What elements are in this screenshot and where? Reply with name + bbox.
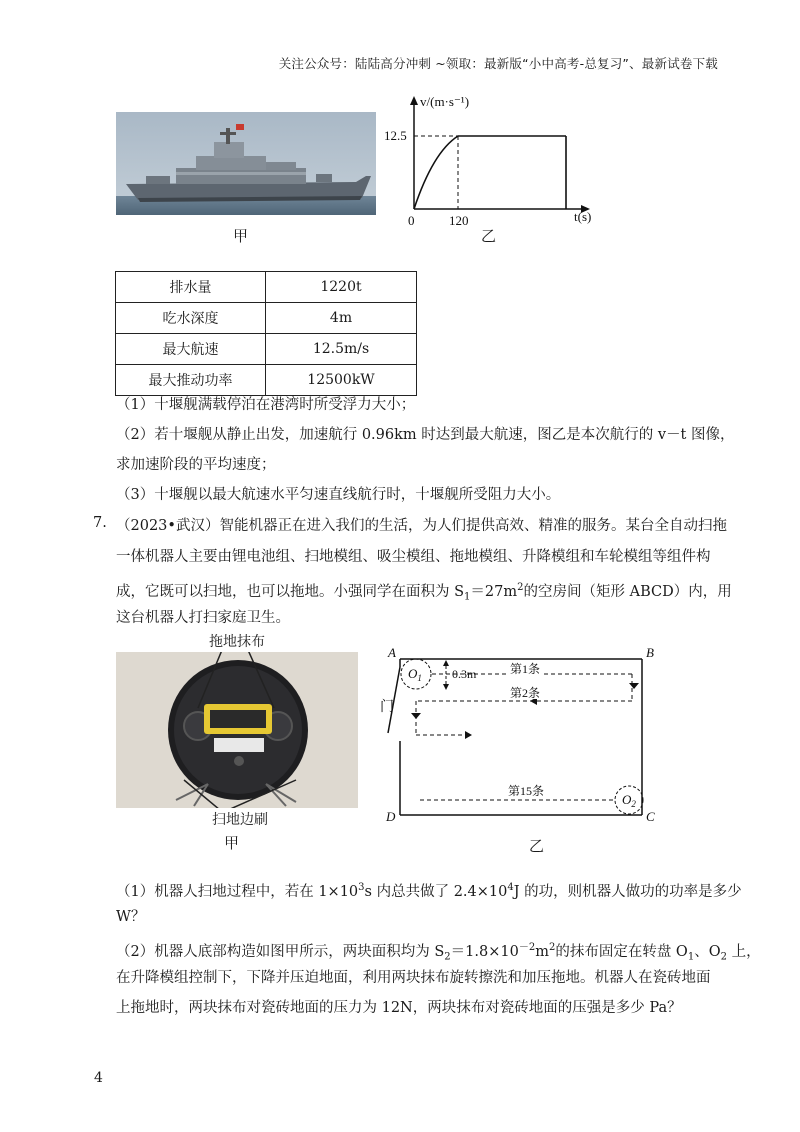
subscript: 2	[720, 951, 727, 963]
table-row	[116, 303, 417, 334]
q7-part1-cont: W？	[116, 909, 146, 925]
subscript: 1	[687, 951, 695, 963]
table-cell-value: 4m	[266, 303, 417, 334]
x-axis-label: t(s)	[574, 209, 592, 224]
subscript: 2	[444, 951, 451, 963]
superscript: 3	[358, 882, 365, 893]
table-cell-value: 1220t	[266, 272, 417, 303]
brush-label: 扫地边刷	[212, 812, 268, 828]
q7-part1-text: s 内总共做了 2.4×10	[364, 883, 508, 900]
warship-photo	[116, 112, 376, 215]
corner-b: B	[646, 645, 654, 660]
table-row	[116, 365, 417, 396]
q7-part1	[116, 877, 742, 903]
y-axis-label: v/(m·s⁻¹)	[420, 94, 470, 109]
q7-part2-text: 的抹布固定在转盘 O	[555, 943, 688, 960]
q7-number: 7.	[93, 515, 107, 531]
q7-line3-text: 的空房间（矩形 ABCD）内，用	[523, 583, 732, 600]
q7-line3-text: ＝27m	[470, 583, 518, 600]
o1-label: $O_1$	[408, 666, 422, 683]
header-note: 关注公众号：陆陆高分冲刺 ~领取：最新版“小中高考-总复习”、最新试卷下载	[278, 56, 718, 71]
superscript: 2	[517, 582, 524, 593]
page-number: 4	[94, 1070, 103, 1086]
superscript: 4	[507, 882, 514, 893]
y-tick: 12.5	[384, 128, 407, 143]
strip1-label: 第1条	[510, 662, 541, 676]
q7-part2-line3: 上拖地时，两块抹布对瓷砖地面的压力为 12N，两块抹布对瓷砖地面的压强是多少 Pa？	[116, 1000, 682, 1016]
q7-part2-line2: 在升降模组控制下，下降并压迫地面，利用两块抹布旋转擦洗和加压拖地。机器人在瓷砖地面	[116, 970, 711, 986]
dist-label: 0.3m	[452, 667, 477, 681]
superscript: 2	[548, 942, 556, 953]
q7-part2	[116, 937, 761, 969]
fig2-caption-b: 乙	[529, 837, 545, 855]
origin-label: 0	[408, 213, 415, 228]
q7-part2-text: ＝1.8×10	[450, 943, 519, 960]
robot-photo	[116, 652, 358, 808]
strip2-label: 第2条	[510, 686, 541, 700]
q7-part1-text: J 的功，则机器人做功的功率是多少	[513, 883, 742, 900]
spec-table	[115, 271, 417, 396]
q7-part2-text: 上，	[726, 943, 761, 960]
velocity-curve	[414, 136, 566, 209]
q6-part1: （1）十堰舰满载停泊在港湾时所受浮力大小；	[116, 397, 416, 413]
o2-label: $O_2$	[622, 792, 636, 809]
q7-part2-text: m	[535, 943, 549, 960]
q7-line3-text: 成，它既可以扫地，也可以拖地。小强同学在面积为 S	[116, 583, 465, 600]
table-cell-value: 12500kW	[266, 365, 417, 396]
fig1-caption-a: 甲	[233, 227, 249, 245]
q7-line1: （2023•武汉）智能机器正在进入我们的生活，为人们提供高效、精准的服务。某台全自动扫拖	[116, 518, 727, 534]
corner-d: D	[386, 809, 396, 824]
mop-label: 拖地抹布	[209, 634, 265, 650]
fig1-caption-b: 乙	[481, 227, 497, 245]
q6-part3: （3）十堰舰以最大航速水平匀速直线航行时，十堰舰所受阻力大小。	[116, 487, 561, 503]
table-cell-key: 排水量	[116, 272, 266, 303]
table-cell-key: 最大航速	[116, 334, 266, 365]
fig2-caption-a: 甲	[224, 834, 240, 852]
q6-part2-cont: 求加速阶段的平均速度；	[116, 457, 276, 473]
strip15-label: 第15条	[508, 784, 545, 798]
table-row	[116, 334, 417, 365]
table-row	[116, 272, 417, 303]
superscript: －2	[518, 942, 536, 953]
x-tick: 120	[449, 213, 469, 228]
table-cell-value: 12.5m/s	[266, 334, 417, 365]
table-cell-key: 吃水深度	[116, 303, 266, 334]
subscript: 1	[464, 591, 471, 603]
corner-a: A	[388, 645, 396, 660]
q7-line3	[116, 577, 732, 609]
q7-part2-text: 、O	[694, 943, 721, 960]
vt-graph	[378, 92, 608, 232]
room-diagram	[380, 645, 670, 830]
q7-part2-text: （2）机器人底部构造如图甲所示，两块面积均为 S	[116, 943, 445, 960]
door-label: 门	[380, 700, 394, 715]
q7-line2: 一体机器人主要由锂电池组、扫地模组、吸尘模组、拖地模组、升降模组和车轮模组等组件构	[116, 549, 711, 565]
q7-part1-text: （1）机器人扫地过程中，若在 1×10	[116, 883, 359, 900]
table-cell-key: 最大推动功率	[116, 365, 266, 396]
corner-c: C	[646, 809, 655, 824]
q6-part2: （2）若十堰舰从静止出发，加速航行 0.96km 时达到最大航速，图乙是本次航行的 v－t 图像，	[116, 427, 735, 443]
q7-line4: 这台机器人打扫家庭卫生。	[116, 610, 290, 626]
